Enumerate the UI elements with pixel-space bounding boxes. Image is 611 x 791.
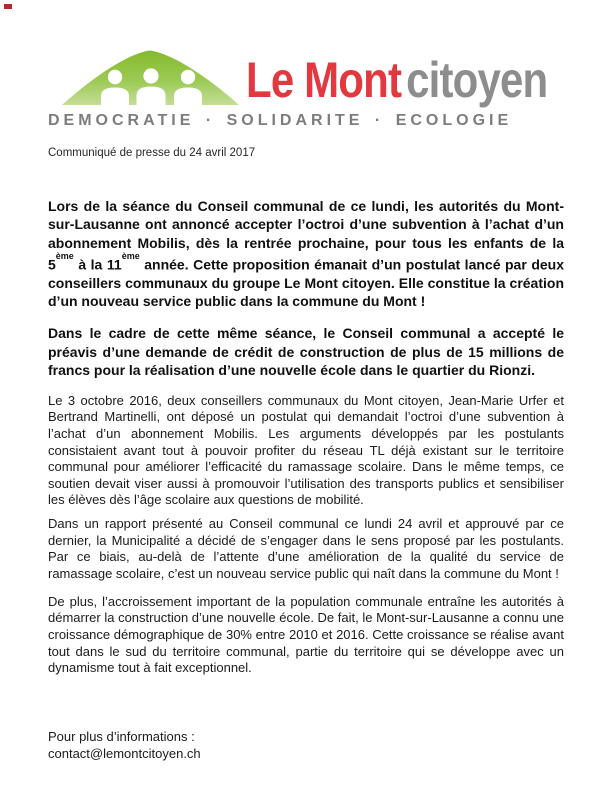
- brand-citoyen: citoyen: [406, 52, 548, 108]
- lead-1-text-a: Lors de la séance du Conseil communal de ce lundi, les autorités du Mont-sur-Lausanne ont annoncé accepter l’octroi d’une subvention à l’achat d’un abonnement Mobilis, dès la rentrée prochaine, pour tous les enfants de la 5: [48, 198, 564, 273]
- press-release-body: [48, 197, 564, 677]
- lead-paragraph-2: Dans le cadre de cette même séance, le Conseil communal a accepté le préavis d’une demande de crédit de construction de plus de 15 millions de francs pour la réalisation d’une nouvelle école dans le quartier du Rionzi.: [48, 325, 564, 378]
- lead-1-text-c: année. Cette proposition émanait d’un postulat lancé par deux conseillers communaux du groupe Le Mont citoyen. Elle constitue la création d’un nouveau service public dans la commune du Mont !: [48, 256, 565, 310]
- contact-label: Pour plus d’informations :: [48, 729, 195, 744]
- logo-hill-people-icon: [62, 47, 239, 105]
- person-icon: [108, 70, 122, 84]
- ordinal-superscript: ème: [121, 251, 140, 262]
- logo-tagline: DEMOCRATIE · SOLIDARITE · ECOLOGIE: [48, 112, 513, 129]
- lead-1-text-b: à la 11: [73, 256, 122, 273]
- paragraph-3: Le 3 octobre 2016, deux conseillers communaux du Mont citoyen, Jean-Marie Urfer et Bertrand Martinelli, ont déposé un postulat qui demandait l’octroi d’une subvention à l’achat d’un abonnement Mobilis. Les arguments développés par les postulants consistaient avant tout à pouvoir profiter du réseau TL déjà existant sur le territoire communal pour améliorer l’efficacité du ramassage scolaire. Dans le même temps, ce soutien devait viser aussi à promouvoir l’utilisation des transports publics et sensibiliser les élèves dès l’âge scolaire aux questions de mobilité.: [48, 392, 564, 508]
- lead-paragraph-1: [48, 197, 564, 311]
- person-icon: [143, 68, 158, 83]
- press-release-date: Communiqué de presse du 24 avril 2017: [48, 147, 256, 159]
- contact-email: contact@lemontcitoyen.ch: [48, 745, 201, 761]
- ordinal-superscript: ème: [55, 251, 74, 262]
- brand-lemont: Le Mont: [246, 52, 402, 108]
- paragraph-4: Dans un rapport présenté au Conseil communal ce lundi 24 avril et approuvé par ce dernier, la Municipalité a décidé de s’engager dans le sens proposé par les postulants. Par ce biais, au-delà de l’attente d’une amélioration de la qualité du service de ramassage scolaire, c’est un nouveau service public qui naît dans la commune du Mont !: [48, 515, 564, 581]
- person-icon: [181, 70, 195, 84]
- paragraph-5: De plus, l’accroissement important de la population communale entraîne les autorités à démarrer la construction d’une nouvelle école. De fait, le Mont-sur-Lausanne a connu une croissance démographique de 30% entre 2010 et 2016. Cette croissance se réalise avant tout dans le sud du territoire communal, partie du territoire qui se développe avec un dynamisme tout à fait exceptionnel.: [48, 593, 564, 676]
- corner-mark: [4, 4, 12, 9]
- brand-name: [246, 52, 548, 108]
- contact-block: [48, 729, 201, 762]
